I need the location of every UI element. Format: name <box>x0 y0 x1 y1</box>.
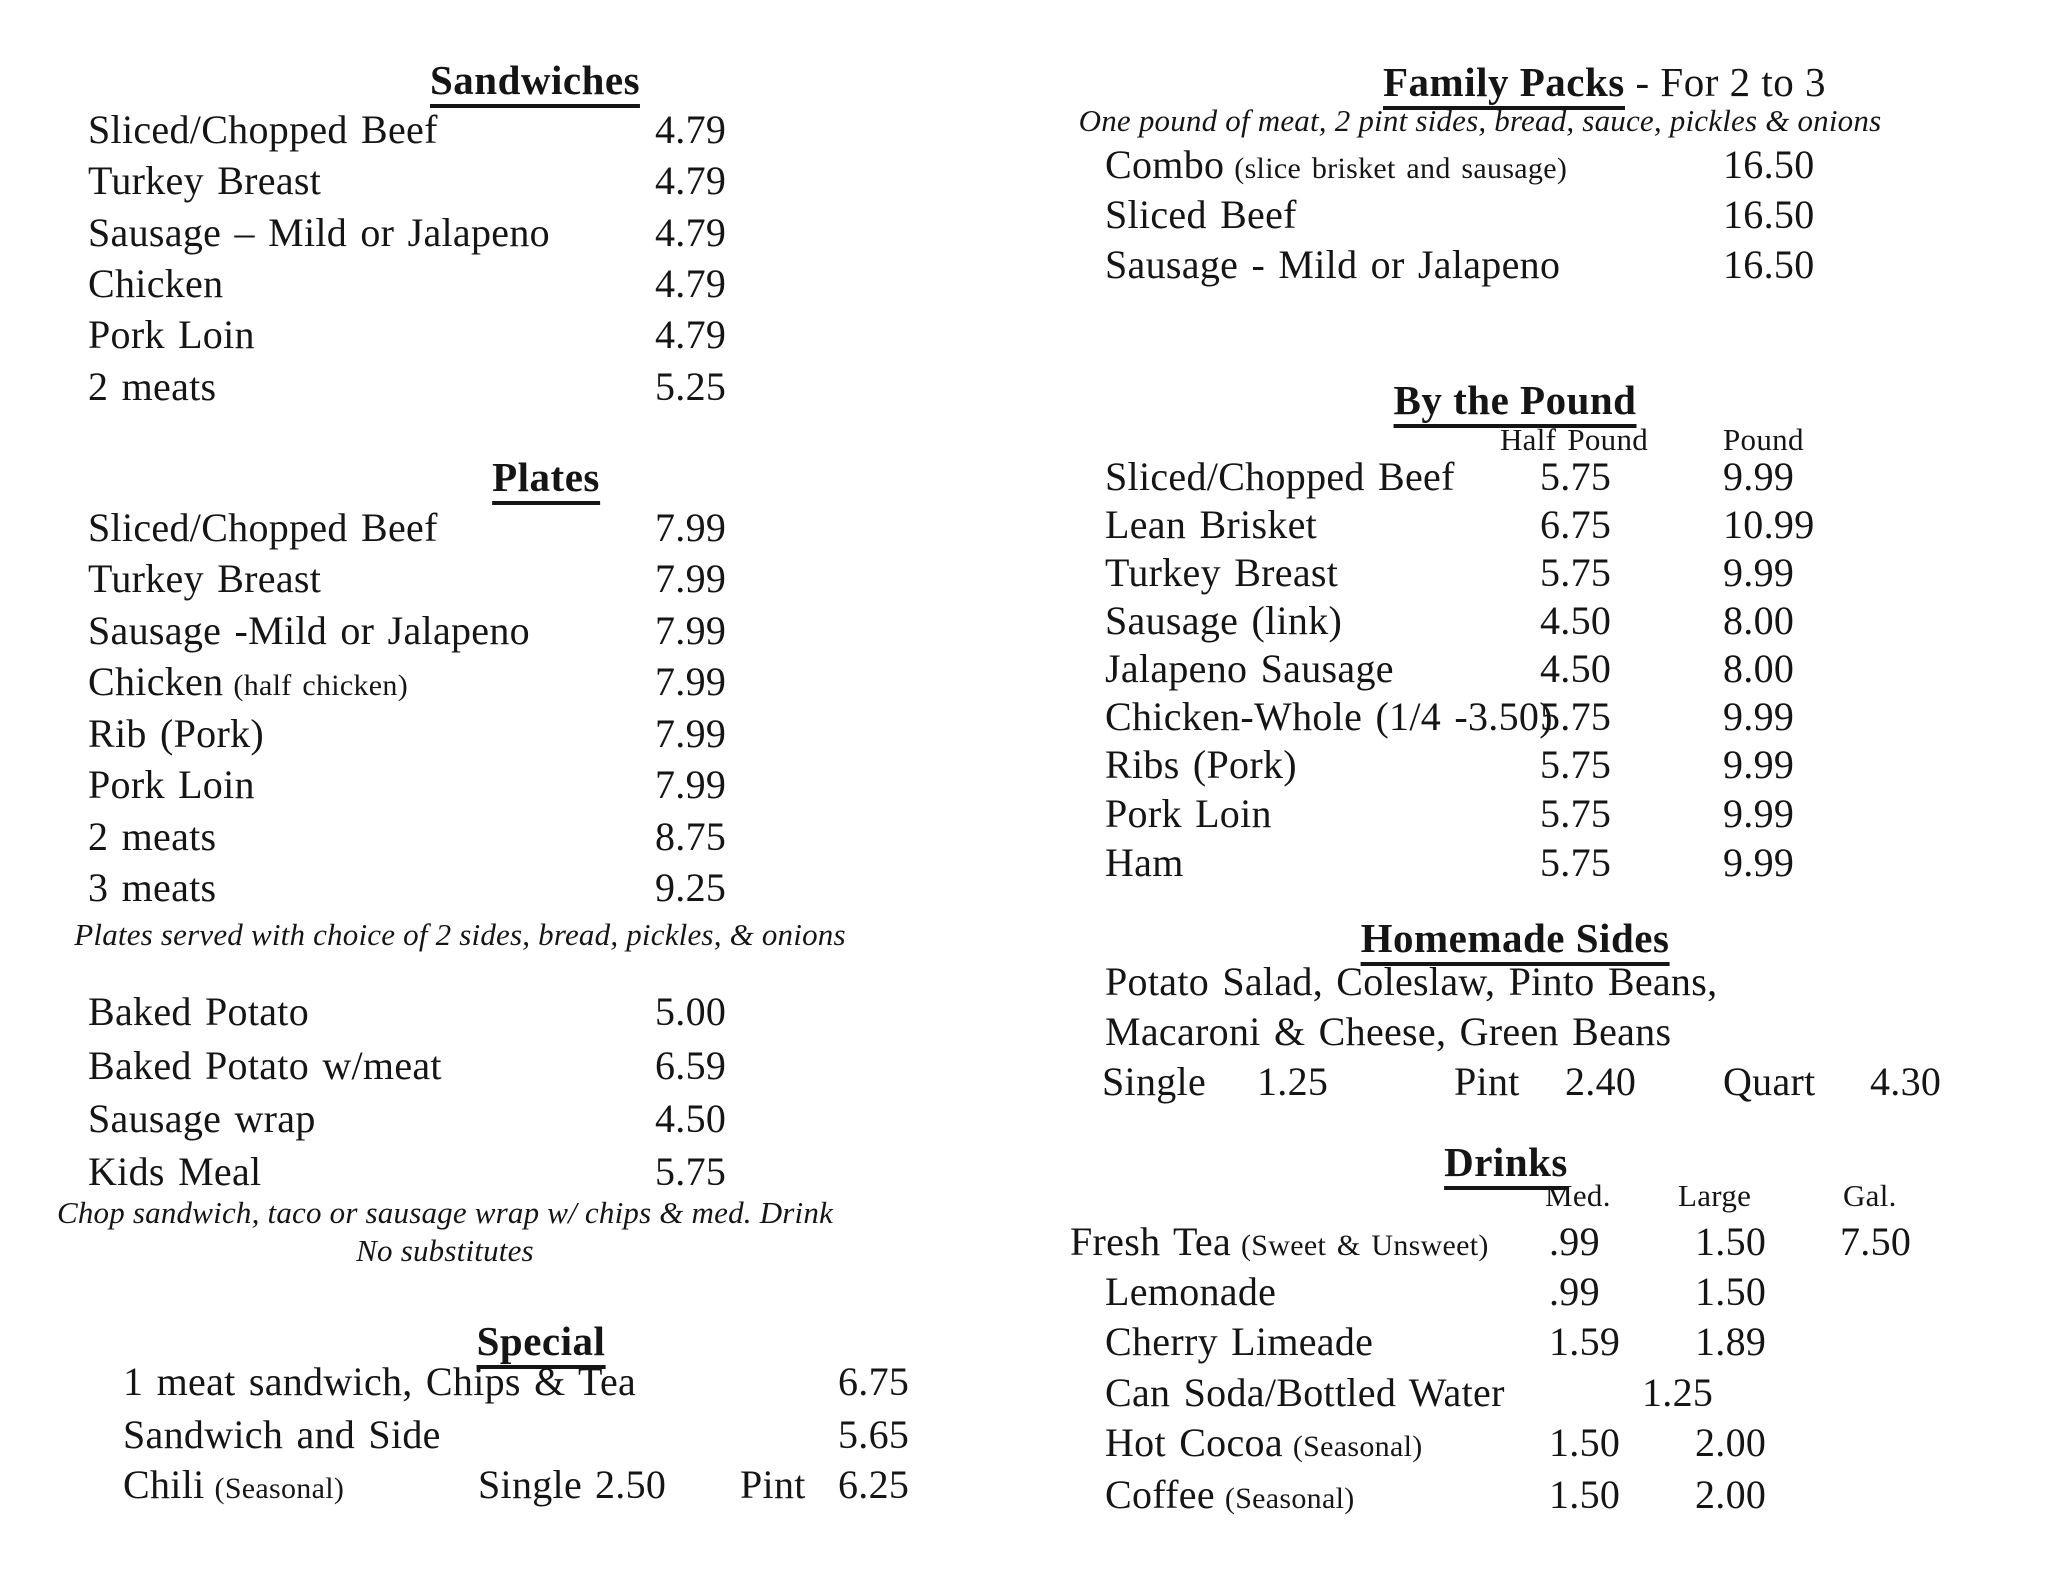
sandwiches-title: Sandwiches <box>430 56 640 104</box>
item-name: 3 meats <box>88 865 217 910</box>
item-name: Turkey Breast <box>1105 550 1339 595</box>
item-price: 5.65 <box>838 1412 910 1457</box>
menu-item-row <box>0 1268 2048 1322</box>
item-price: 4.30 <box>1870 1059 1942 1104</box>
item-name: Sliced/Chopped Beef <box>1105 454 1455 499</box>
item-name: Pork Loin <box>88 762 255 807</box>
item-name: Hot Cocoa (Seasonal) <box>1105 1420 1423 1465</box>
item-price: 5.00 <box>655 989 727 1034</box>
menu-item-row <box>0 790 2048 844</box>
item-name: Chicken <box>88 261 224 306</box>
family-packs-title-suffix: - For 2 to 3 <box>1624 59 1826 105</box>
menu-item-row <box>0 311 2048 365</box>
item-price: 4.79 <box>655 312 727 357</box>
large-price: 2.00 <box>1695 1420 1767 1465</box>
half-pound-price: 6.75 <box>1540 502 1612 547</box>
item-price: 16.50 <box>1723 142 1815 187</box>
half-pound-price: 5.75 <box>1540 840 1612 885</box>
item-price: 7.99 <box>655 608 727 653</box>
item-name: Sausage - Mild or Jalapeno <box>1105 242 1561 287</box>
size-label: Quart <box>1723 1059 1816 1104</box>
item-name: Baked Potato w/meat <box>88 1043 442 1088</box>
item-name: 2 meats <box>88 814 217 859</box>
item-name: Sliced Beef <box>1105 192 1297 237</box>
menu-item-row <box>0 1419 2048 1473</box>
menu-item-row <box>0 693 2048 747</box>
item-note: (Seasonal) <box>1292 1430 1423 1463</box>
pound-price: 10.99 <box>1723 502 1815 547</box>
half-pound-column-header: Half Pound <box>1500 422 1649 457</box>
item-price: 4.79 <box>655 210 727 255</box>
by-the-pound-title: By the Pound <box>1394 376 1637 424</box>
item-name: Baked Potato <box>88 989 310 1034</box>
item-name: Ham <box>1105 840 1184 885</box>
item-name: Sandwich and Side <box>123 1412 441 1457</box>
large-price: 1.89 <box>1695 1319 1767 1364</box>
menu-item-row <box>0 363 2048 417</box>
item-name: Turkey Breast <box>88 556 322 601</box>
item-name: Chicken (half chicken) <box>88 659 409 704</box>
pound-price: 9.99 <box>1723 550 1795 595</box>
item-price: 6.59 <box>655 1043 727 1088</box>
half-pound-price: 4.50 <box>1540 646 1612 691</box>
item-name: Ribs (Pork) <box>1105 742 1297 787</box>
item-name: Lemonade <box>1105 1269 1277 1314</box>
menu-item-row <box>0 839 2048 893</box>
pound-column-header: Pound <box>1723 422 1804 457</box>
item-name: Chicken-Whole (1/4 -3.50) <box>1105 694 1553 739</box>
item-price: 4.79 <box>655 261 727 306</box>
item-price: 4.79 <box>655 107 727 152</box>
size-label: Single <box>478 1462 583 1507</box>
plates-footnote: Plates served with choice of 2 sides, bread, pickles, & onions <box>74 917 846 952</box>
gal-column-header: Gal. <box>1843 1178 1897 1213</box>
item-price: 7.99 <box>655 659 727 704</box>
sides-list-text: Potato Salad, Coleslaw, Pinto Beans, <box>1105 959 1718 1004</box>
item-name: Sliced/Chopped Beef <box>88 107 438 152</box>
menu-item-row <box>0 141 2048 195</box>
item-name: Fresh Tea (Sweet & Unsweet) <box>1070 1219 1489 1264</box>
item-price: 7.99 <box>655 556 727 601</box>
item-name: Jalapeno Sausage <box>1105 646 1394 691</box>
med-column-header: Med. <box>1545 1178 1611 1213</box>
menu-item-row <box>0 549 2048 603</box>
item-price: 7.99 <box>655 711 727 756</box>
item-price: 16.50 <box>1723 242 1815 287</box>
item-price: 4.79 <box>655 158 727 203</box>
sides-list-text: Macaroni & Cheese, Green Beans <box>1105 1009 1672 1054</box>
item-name: Lean Brisket <box>1105 502 1318 547</box>
menu-item-row <box>0 241 2048 295</box>
half-pound-price: 5.75 <box>1540 791 1612 836</box>
item-name: Pork Loin <box>1105 791 1272 836</box>
half-pound-price: 5.75 <box>1540 694 1612 739</box>
item-name: Combo (slice brisket and sausage) <box>1105 142 1568 187</box>
family-packs-subtitle: One pound of meat, 2 pint sides, bread, sauce, pickles & onions <box>1078 103 1882 138</box>
item-price: 8.75 <box>655 814 727 859</box>
menu-item-row <box>0 1318 2048 1372</box>
item-note: (Sweet & Unsweet) <box>1241 1229 1489 1262</box>
family-packs-title: Family Packs - For 2 to 3 <box>1383 58 1826 106</box>
item-price: 1.25 <box>1257 1059 1329 1104</box>
item-price: 9.25 <box>655 865 727 910</box>
item-price: 2.40 <box>1565 1059 1637 1104</box>
item-name: Turkey Breast <box>88 158 322 203</box>
item-name: Sausage wrap <box>88 1096 316 1141</box>
menu-item-row <box>0 501 2048 555</box>
pound-price: 9.99 <box>1723 791 1795 836</box>
item-note: (half chicken) <box>233 669 409 702</box>
sides-sizes-row <box>0 1058 2048 1112</box>
half-pound-price: 4.50 <box>1540 598 1612 643</box>
item-name: Can Soda/Bottled Water <box>1105 1370 1505 1415</box>
sides-list-line <box>0 958 2048 1012</box>
plates-title: Plates <box>492 453 600 501</box>
item-name: 1 meat sandwich, Chips & Tea <box>123 1359 637 1404</box>
half-pound-price: 5.75 <box>1540 742 1612 787</box>
size-label: Pint <box>1454 1059 1520 1104</box>
no-substitutes-note: No substitutes <box>356 1233 534 1268</box>
large-price: 1.50 <box>1695 1269 1767 1314</box>
item-name: 2 meats <box>88 364 217 409</box>
menu-item-row <box>0 741 2048 795</box>
pound-price: 9.99 <box>1723 840 1795 885</box>
med-price: 1.59 <box>1549 1319 1621 1364</box>
pound-price: 9.99 <box>1723 694 1795 739</box>
item-name: Pork Loin <box>88 312 255 357</box>
kids-meal-footnote: Chop sandwich, taco or sausage wrap w/ chips & med. Drink <box>56 1195 834 1230</box>
med-price: .99 <box>1549 1219 1600 1264</box>
special-title: Special <box>477 1317 606 1365</box>
item-price: 7.99 <box>655 505 727 550</box>
menu-item-row <box>0 645 2048 699</box>
item-price: 2.50 <box>595 1462 667 1507</box>
item-name: Coffee (Seasonal) <box>1105 1472 1355 1517</box>
med-price: 1.50 <box>1549 1472 1621 1517</box>
menu-item-row <box>0 191 2048 245</box>
half-pound-price: 5.75 <box>1540 550 1612 595</box>
large-price: 2.00 <box>1695 1472 1767 1517</box>
med-price: 1.50 <box>1549 1420 1621 1465</box>
item-name: Kids Meal <box>88 1149 262 1194</box>
size-label: Single <box>1102 1059 1207 1104</box>
size-label: Pint <box>740 1462 806 1507</box>
drinks-title: Drinks <box>1444 1138 1568 1186</box>
item-name: Sausage (link) <box>1105 598 1343 643</box>
med-price: .99 <box>1549 1269 1600 1314</box>
item-name: Sausage – Mild or Jalapeno <box>88 210 550 255</box>
item-price: 5.25 <box>655 364 727 409</box>
menu-item-row <box>0 1218 2048 1272</box>
menu-item-row <box>0 597 2048 651</box>
item-price: 5.75 <box>655 1149 727 1194</box>
item-price: 1.25 <box>1642 1370 1714 1415</box>
item-name: Cherry Limeade <box>1105 1319 1374 1364</box>
item-note: (slice brisket and sausage) <box>1234 152 1568 185</box>
menu-item-row <box>0 1369 2048 1423</box>
item-price: 7.99 <box>655 762 727 807</box>
large-price: 1.50 <box>1695 1219 1767 1264</box>
large-column-header: Large <box>1678 1178 1752 1213</box>
item-price: 6.25 <box>838 1462 910 1507</box>
item-name: Rib (Pork) <box>88 711 264 756</box>
sides-list-line <box>0 1008 2048 1062</box>
item-price: 4.50 <box>655 1096 727 1141</box>
item-name: Sausage -Mild or Jalapeno <box>88 608 530 653</box>
pound-price: 8.00 <box>1723 598 1795 643</box>
pound-price: 9.99 <box>1723 454 1795 499</box>
item-name: Chili (Seasonal) <box>123 1462 345 1507</box>
homemade-sides-title: Homemade Sides <box>1361 914 1670 962</box>
item-price: 16.50 <box>1723 192 1815 237</box>
item-note: (Seasonal) <box>1224 1482 1355 1515</box>
menu-item-row <box>0 453 2048 507</box>
menu-item-row <box>0 1471 2048 1525</box>
pound-price: 8.00 <box>1723 646 1795 691</box>
half-pound-price: 5.75 <box>1540 454 1612 499</box>
gal-price: 7.50 <box>1840 1219 1912 1264</box>
pound-price: 9.99 <box>1723 742 1795 787</box>
item-name: Sliced/Chopped Beef <box>88 505 438 550</box>
item-note: (Seasonal) <box>214 1472 345 1505</box>
item-price: 6.75 <box>838 1359 910 1404</box>
